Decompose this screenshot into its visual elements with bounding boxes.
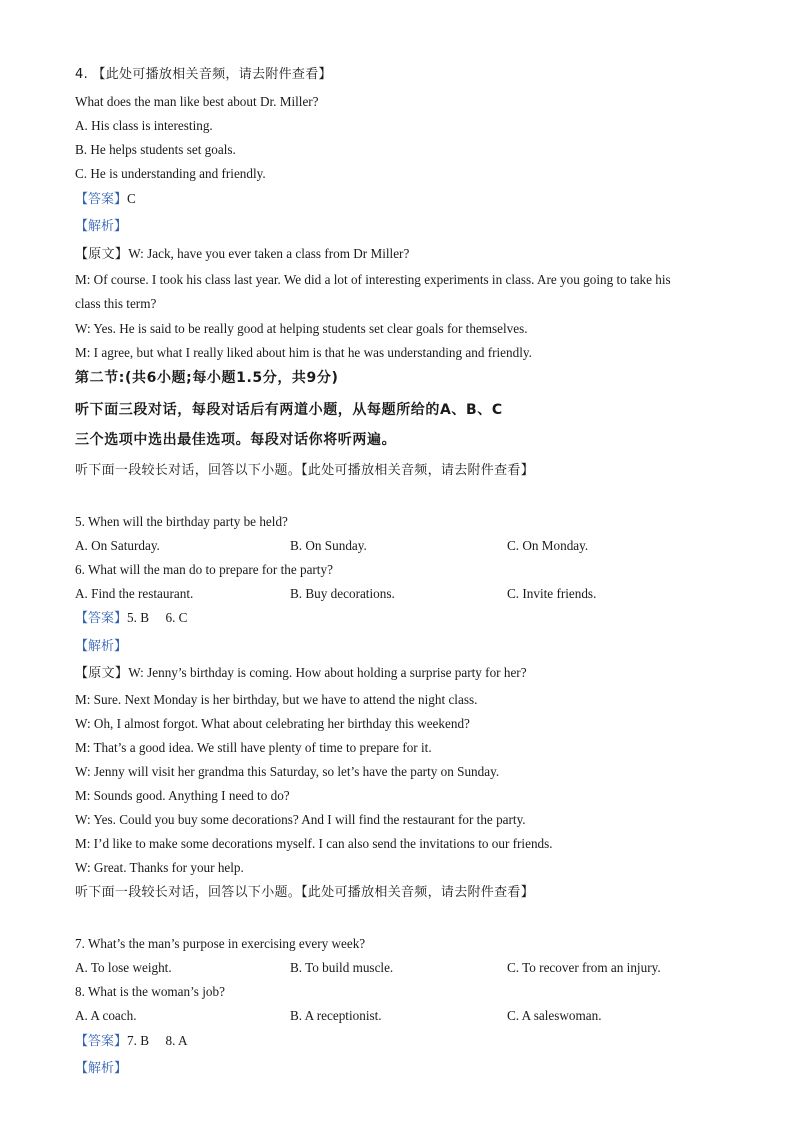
dialog1-transcript-4: M: That’s a good idea. We still have plenty of time to prepare for it. xyxy=(75,740,432,755)
q7-option-a: A. To lose weight. xyxy=(75,960,172,975)
q8-option-c: C. A saleswoman. xyxy=(507,1008,602,1023)
q4-transcript-3: class this term? xyxy=(75,296,157,311)
original-tag: 【原文】 xyxy=(75,666,129,681)
original-tag: 【原文】 xyxy=(75,247,129,262)
q4-transcript-1 xyxy=(75,246,409,263)
q8-option-a: A. A coach. xyxy=(75,1008,137,1023)
analysis-tag: 【解析】 xyxy=(75,639,128,654)
q4-header: 4. 【此处可播放相关音频，请去附件查看】 xyxy=(75,67,332,82)
dialog1-analysis xyxy=(75,638,127,655)
section-instruction-1: 听下面三段对话，每段对话后有两道小题，从每题所给的A、B、C xyxy=(75,402,503,418)
q5-option-c: C. On Monday. xyxy=(507,538,589,553)
q6-option-c: C. Invite friends. xyxy=(507,586,597,601)
q4-question: What does the man like best about Dr. Miller? xyxy=(75,94,319,109)
q4-option-b: B. He helps students set goals. xyxy=(75,142,236,157)
dialog1-answer xyxy=(75,610,187,627)
dialog1-transcript-8: M: I’d like to make some decorations myself. I can also send the invitations to our friends. xyxy=(75,836,553,851)
dialog1-transcript-1 xyxy=(75,665,527,682)
q4-transcript-4: W: Yes. He is said to be really good at helping students set clear goals for themselves. xyxy=(75,321,528,336)
q8-option-b: B. A receptionist. xyxy=(290,1008,382,1023)
q7-question: 7. What’s the man’s purpose in exercising every week? xyxy=(75,936,366,951)
transcript-text: W: Jenny’s birthday is coming. How about holding a surprise party for her? xyxy=(128,665,527,680)
dialog2-intro: 听下面一段较长对话，回答以下小题。【此处可播放相关音频，请去附件查看】 xyxy=(75,885,535,900)
dialog1-transcript-5: W: Jenny will visit her grandma this Saturday, so let’s have the party on Sunday. xyxy=(75,764,500,779)
analysis-tag: 【解析】 xyxy=(75,219,128,234)
answer-tag: 【答案】 xyxy=(75,611,128,626)
q6-option-b: B. Buy decorations. xyxy=(290,586,395,601)
dialog1-intro: 听下面一段较长对话，回答以下小题。【此处可播放相关音频，请去附件查看】 xyxy=(75,463,535,478)
q5-option-b: B. On Sunday. xyxy=(290,538,367,553)
q8-question: 8. What is the woman’s job? xyxy=(75,984,225,999)
q6-option-a: A. Find the restaurant. xyxy=(75,586,194,601)
dialog1-transcript-9: W: Great. Thanks for your help. xyxy=(75,860,244,875)
dialog2-analysis xyxy=(75,1060,127,1077)
answer-tag: 【答案】 xyxy=(75,1034,128,1049)
q5-question: 5. When will the birthday party be held? xyxy=(75,514,288,529)
q5-option-a: A. On Saturday. xyxy=(75,538,160,553)
dialog2-answer xyxy=(75,1033,187,1050)
section-title: 第二节:(共6小题;每小题1.5分，共9分) xyxy=(75,370,339,386)
dialog1-transcript-6: M: Sounds good. Anything I need to do? xyxy=(75,788,290,803)
dialog1-transcript-3: W: Oh, I almost forgot. What about celebrating her birthday this weekend? xyxy=(75,716,470,731)
section-instruction-2: 三个选项中选出最佳选项。每段对话你将听两遍。 xyxy=(75,432,397,448)
answer-value: 7. B 8. A xyxy=(127,1033,188,1048)
answer-tag: 【答案】 xyxy=(75,192,128,207)
q4-analysis xyxy=(75,218,127,235)
dialog1-transcript-2: M: Sure. Next Monday is her birthday, but we have to attend the night class. xyxy=(75,692,478,707)
q7-option-c: C. To recover from an injury. xyxy=(507,960,661,975)
q7-option-b: B. To build muscle. xyxy=(290,960,394,975)
q4-transcript-5: M: I agree, but what I really liked about him is that he was understanding and friendly. xyxy=(75,345,532,360)
q6-question: 6. What will the man do to prepare for the party? xyxy=(75,562,333,577)
q4-answer xyxy=(75,191,136,208)
q4-option-c: C. He is understanding and friendly. xyxy=(75,166,266,181)
answer-value: 5. B 6. C xyxy=(127,610,188,625)
answer-value: C xyxy=(127,191,136,206)
transcript-text: W: Jack, have you ever taken a class from Dr Miller? xyxy=(128,246,410,261)
dialog1-transcript-7: W: Yes. Could you buy some decorations? And I will find the restaurant for the party. xyxy=(75,812,526,827)
analysis-tag: 【解析】 xyxy=(75,1061,128,1076)
q4-transcript-2: M: Of course. I took his class last year. We did a lot of interesting experiments in class. Are you going to take his xyxy=(75,272,671,287)
q4-option-a: A. His class is interesting. xyxy=(75,118,213,133)
